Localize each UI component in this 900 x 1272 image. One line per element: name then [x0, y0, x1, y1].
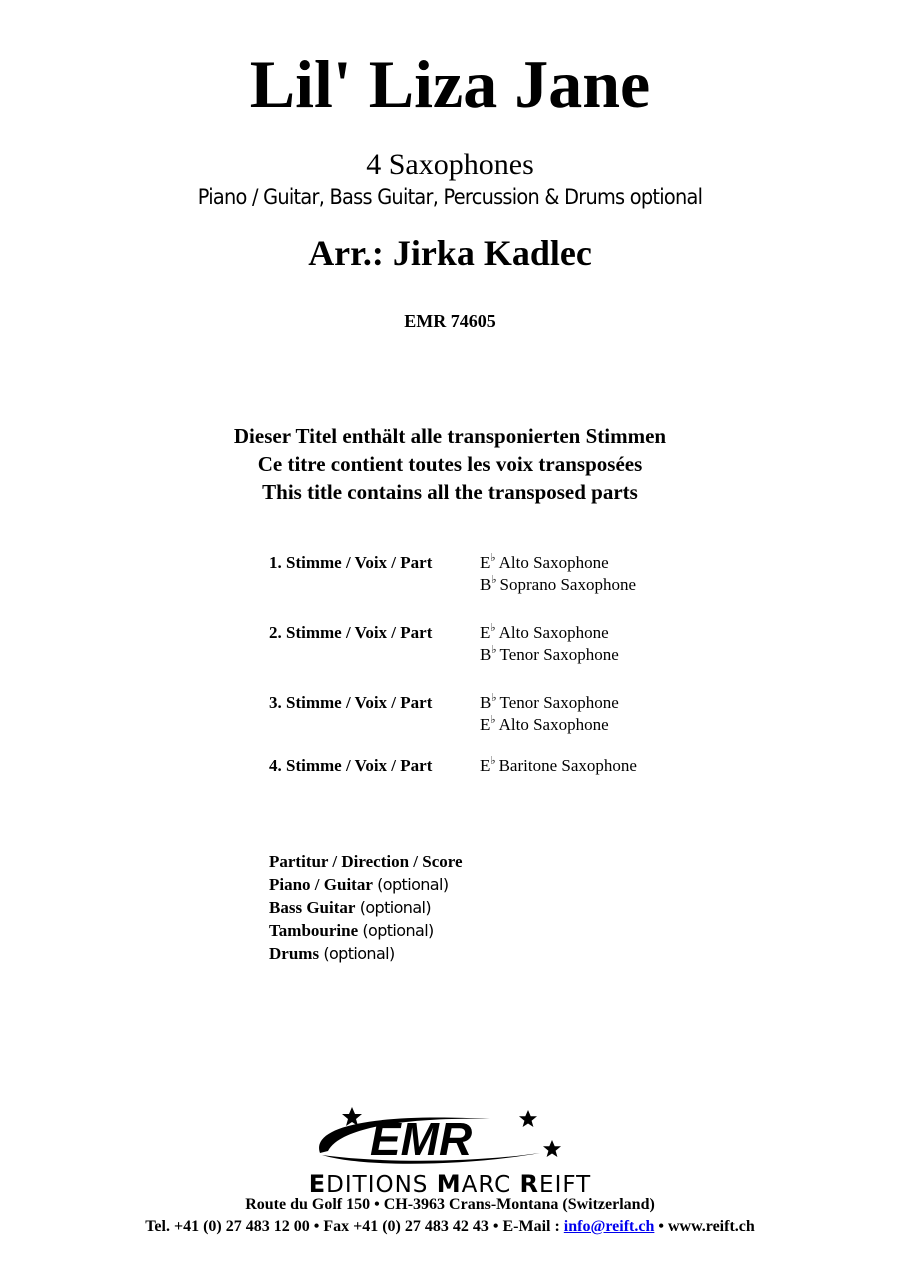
instrument-key: E: [480, 756, 491, 775]
part-instruments: [480, 553, 636, 597]
publisher-initial: E: [308, 1170, 327, 1198]
notice-french: Ce titre contient toutes les voix transposées: [257, 452, 643, 476]
instrument-name: Alto Saxophone: [498, 623, 609, 642]
flat-symbol: ♭: [490, 714, 496, 726]
additional-part-name: Partitur / Direction / Score: [269, 852, 463, 871]
instrument-line: [480, 693, 619, 715]
arranger: Arr.: Jirka Kadlec: [308, 233, 592, 273]
additional-part: [269, 896, 463, 919]
part-instruments: [480, 756, 637, 778]
instrument-line: [480, 575, 636, 597]
publisher-name: [0, 1172, 900, 1197]
additional-part: [269, 942, 463, 965]
publisher-word: EIFT: [539, 1172, 592, 1198]
part-instruments: [480, 693, 619, 737]
instrument-name: Tenor Saxophone: [499, 645, 619, 664]
flat-symbol: ♭: [491, 644, 497, 656]
additional-part-name: Tambourine: [269, 921, 359, 940]
star-icon: [543, 1140, 561, 1157]
instrument-line: [480, 715, 619, 737]
instrument-line: [480, 623, 619, 645]
optional-note: (optional): [377, 875, 449, 894]
instrument-key: E: [480, 553, 491, 572]
part-label: 4. Stimme / Voix / Part: [269, 756, 433, 775]
part-label: 3. Stimme / Voix / Part: [269, 693, 433, 712]
additional-part: [269, 873, 463, 896]
instrument-name: Alto Saxophone: [498, 715, 609, 734]
publisher-word: DITIONS: [326, 1172, 437, 1198]
star-icon: [519, 1110, 537, 1127]
notice-english: This title contains all the transposed parts: [262, 480, 638, 504]
instrument-line: [480, 756, 637, 778]
piece-title: Lil' Liza Jane: [249, 46, 651, 122]
part-label: 2. Stimme / Voix / Part: [269, 623, 433, 642]
additional-part-name: Drums: [269, 944, 320, 963]
flat-symbol: ♭: [491, 692, 497, 704]
instrument-line: [480, 553, 636, 575]
instrument-name: Alto Saxophone: [498, 553, 609, 572]
optional-note: (optional): [359, 898, 432, 917]
instrument-name: Baritone Saxophone: [498, 756, 637, 775]
instrument-key: B: [480, 575, 492, 594]
star-icon: [342, 1107, 362, 1126]
flat-symbol: ♭: [490, 755, 496, 767]
flat-symbol: ♭: [490, 552, 496, 564]
publisher-address: Route du Golf 150 • CH-3963 Crans-Montana (Switzerland): [245, 1196, 655, 1213]
additional-part-name: Bass Guitar: [269, 898, 356, 917]
instrument-line: [480, 645, 619, 667]
additional-parts-list: [269, 850, 463, 965]
additional-part: [269, 919, 463, 942]
optional-note: (optional): [362, 921, 434, 940]
part-label: 1. Stimme / Voix / Part: [269, 553, 433, 572]
logo-text: EMR: [370, 1113, 473, 1165]
publisher-word: ARC: [461, 1172, 520, 1198]
ensemble-subtitle: 4 Saxophones: [366, 148, 534, 181]
contact-phone-fax: Tel. +41 (0) 27 483 12 00 • Fax +41 (0) 27 483 42 43 • E-Mail :: [145, 1218, 564, 1235]
publisher-initial: M: [436, 1170, 462, 1198]
instrument-name: Soprano Saxophone: [499, 575, 637, 594]
instrument-key: E: [480, 623, 491, 642]
publisher-initial: R: [519, 1170, 540, 1198]
flat-symbol: ♭: [490, 622, 496, 634]
flat-symbol: ♭: [491, 574, 497, 586]
additional-part: [269, 850, 463, 873]
email-link[interactable]: info@reift.ch: [563, 1218, 655, 1235]
part-instruments: [480, 623, 619, 667]
instrument-key: B: [480, 645, 492, 664]
instrument-key: B: [480, 693, 492, 712]
optional-note: (optional): [323, 944, 395, 963]
transposed-parts-notice: [0, 422, 900, 506]
instrument-name: Tenor Saxophone: [499, 693, 619, 712]
instrumentation-line: Piano / Guitar, Bass Guitar, Percussion & Drums optional: [197, 185, 703, 209]
catalog-number: EMR 74605: [404, 311, 496, 331]
emr-logo: [300, 1105, 600, 1175]
instrument-key: E: [480, 715, 491, 734]
notice-german: Dieser Titel enthält alle transponierten Stimmen: [233, 424, 667, 448]
additional-part-name: Piano / Guitar: [269, 875, 373, 894]
contact-website: • www.reift.ch: [654, 1218, 755, 1235]
publisher-contact: [0, 1219, 900, 1235]
